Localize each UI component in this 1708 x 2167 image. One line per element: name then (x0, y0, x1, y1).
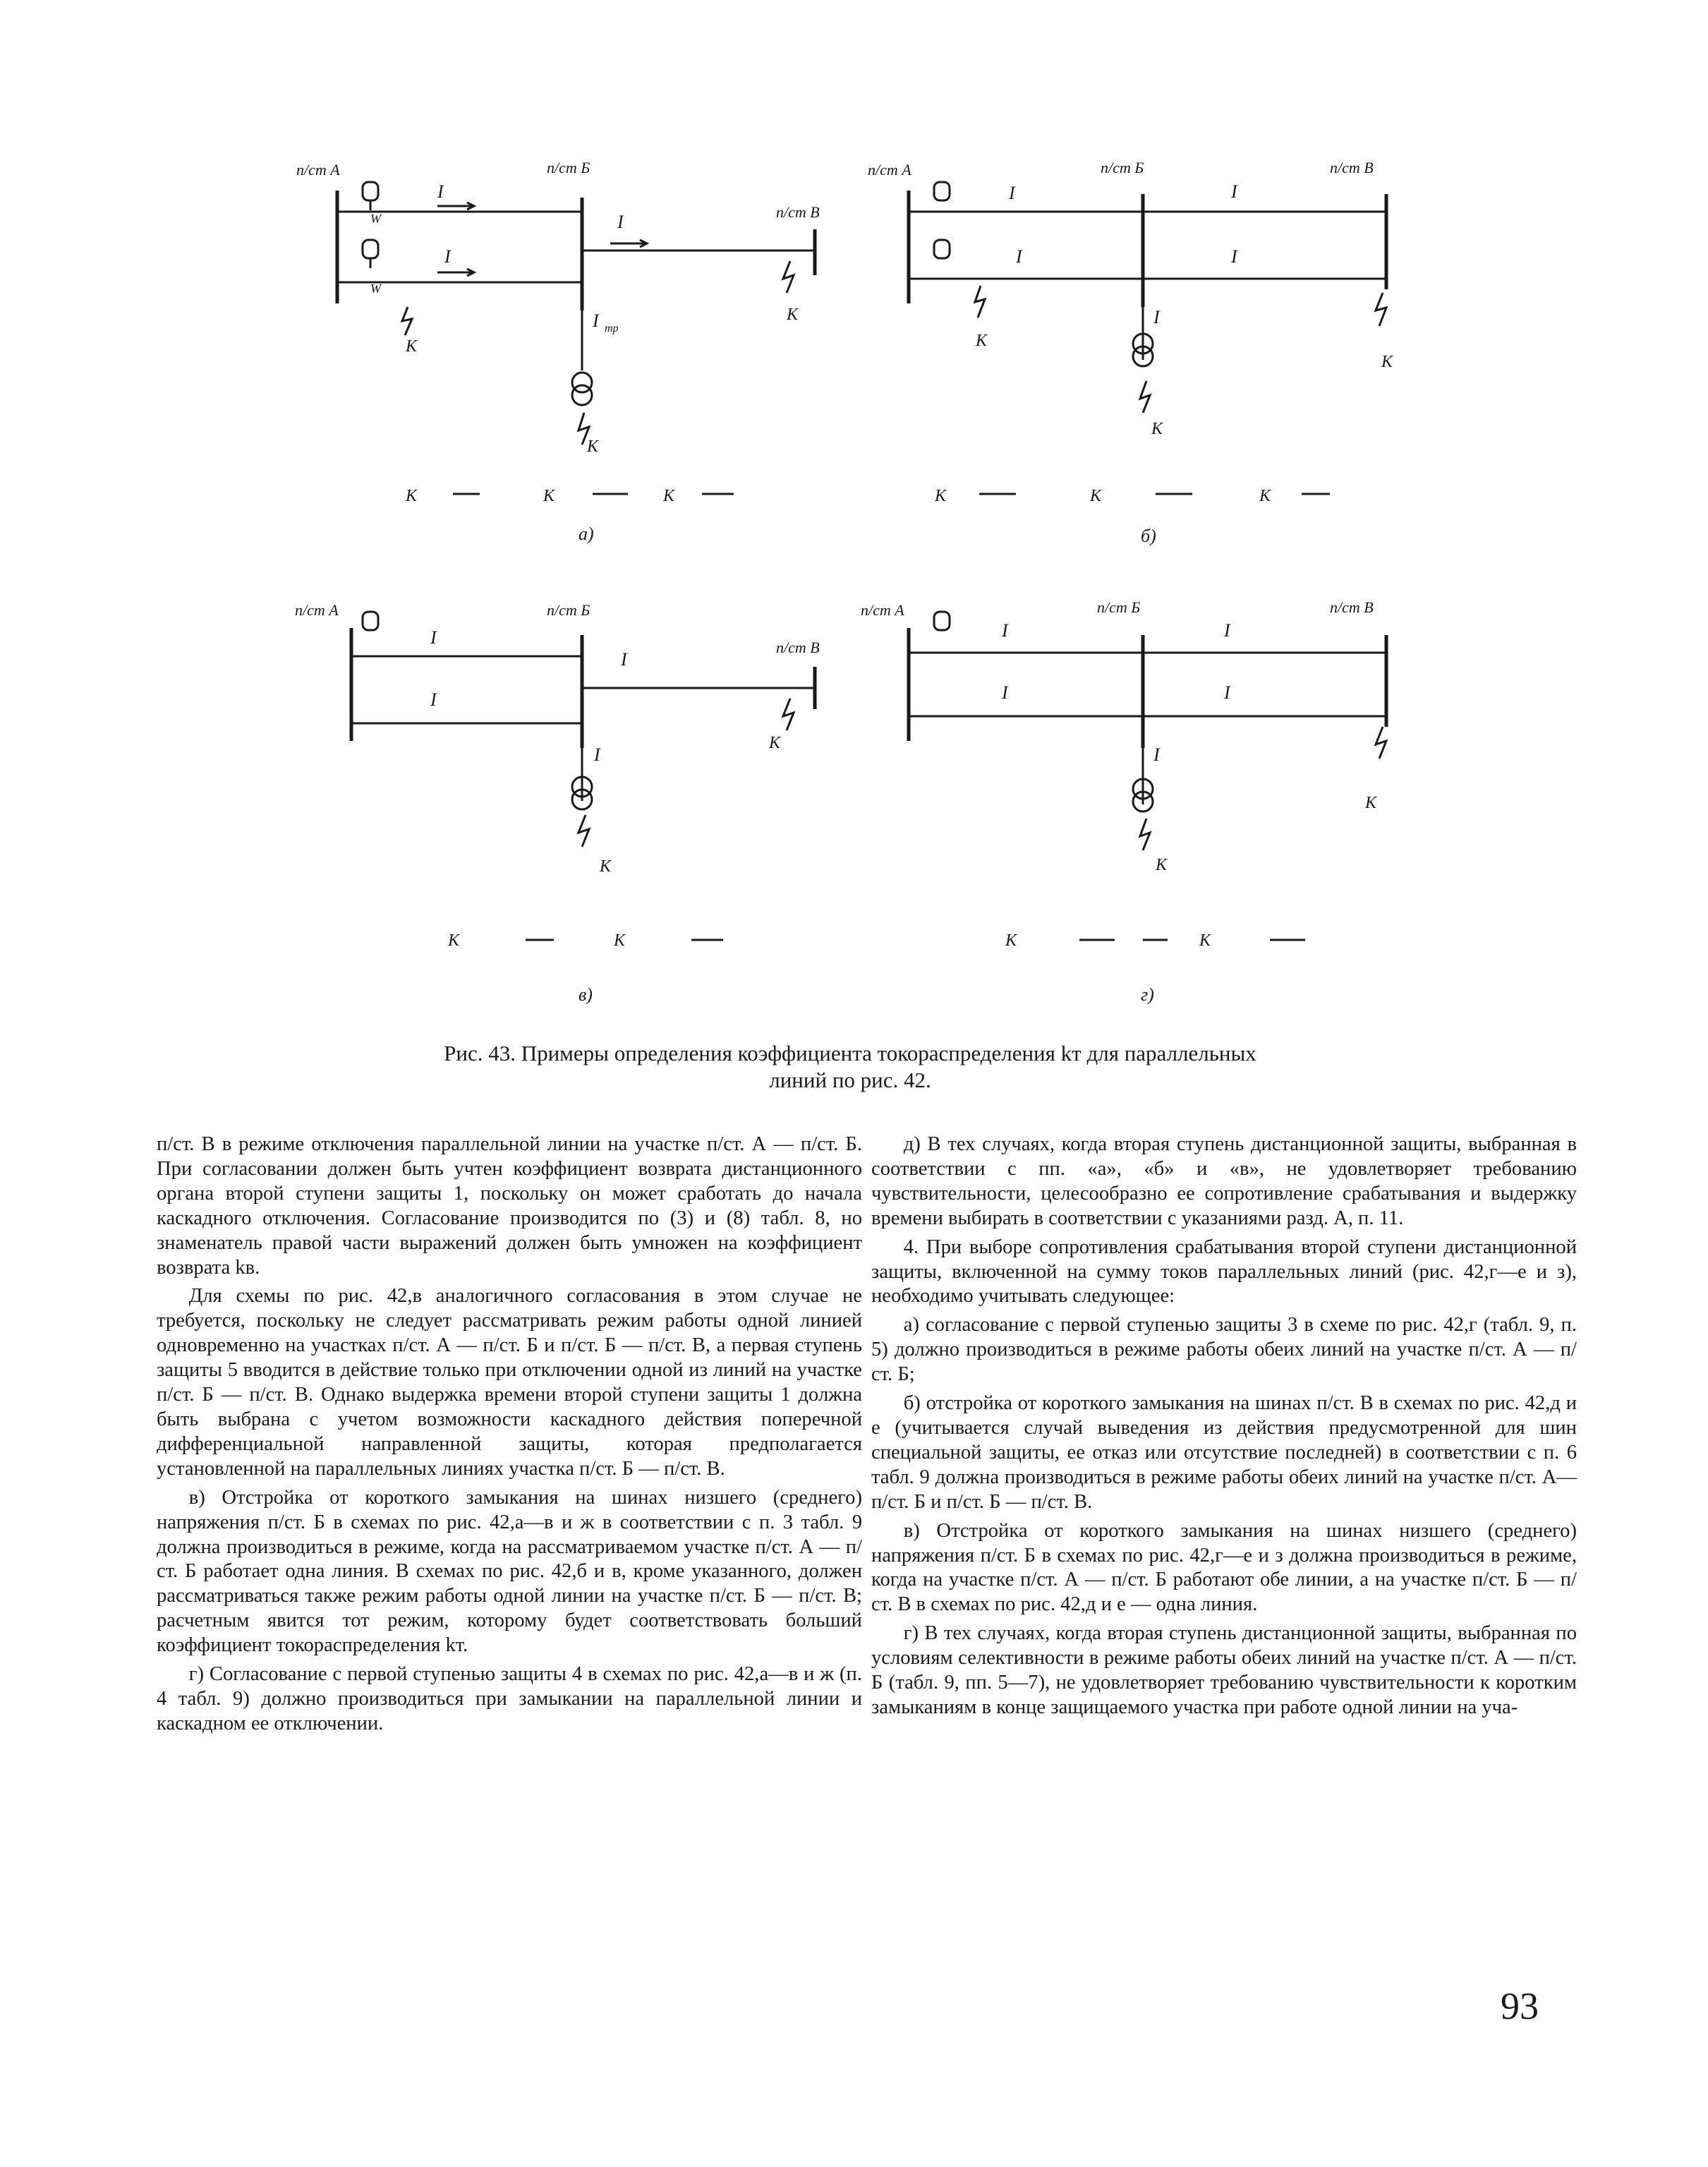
right-column (871, 1133, 1577, 1725)
svg-text:тр: тр (605, 322, 619, 334)
svg-text:I: I (593, 310, 599, 331)
panel-v-label: в) (579, 984, 593, 1005)
paragraph: д) В тех случаях, когда вторая ступень дистанционной защиты, выбранная в соответствии с пп. «а», «б» и «в», не удовлетворяет требованию чувствительности, целесообразно ее сопротивление срабатывания и выдержку времени выбирать в соответствии с указаниями разд. А, п. 11. (871, 1133, 1577, 1229)
svg-text:п/ст Б: п/ст Б (547, 601, 590, 619)
svg-text:W: W (370, 282, 381, 296)
svg-text:K: K (1151, 420, 1163, 438)
paragraph: б) отстройка от короткого замыкания на шинах п/ст. В в схемах по рис. 42,д и е (учитывается случай выведения из действия предусмотренной для шин специальной защиты, ее отказ или отсутствие последней) в соответствии с п. 6 табл. 9 должна производиться в режиме работы обеих линий на участке п/ст. А—п/ст. Б и п/ст. Б — п/ст. В. (871, 1392, 1577, 1513)
svg-text:I: I (1231, 246, 1237, 267)
svg-text:K: K (543, 487, 555, 505)
svg-text:K: K (1365, 794, 1377, 812)
svg-text:K: K (406, 487, 418, 505)
svg-text:I: I (1153, 744, 1160, 765)
svg-text:I: I (1153, 307, 1160, 327)
paragraph: Для схемы по рис. 42,в аналогичного согласования в этом случае не требуется, поскольку не следует рассматривать режим работы одной линией одновременно на участках п/ст. А — п/ст. Б и п/ст. Б — п/ст. В, а первая ступень защиты 5 вводится в действие только при отключении одной из линий на участке п/ст. Б — п/ст. В. Однако выдержка времени второй ступени защиты 1 должна быть выбрана с учетом возможности каскадного действия поперечной дифференциальной направленной защиты, которая предполагается установленной на параллельных линиях участка п/ст. Б — п/ст. В. (157, 1285, 862, 1480)
panel-a-label: а) (579, 524, 594, 544)
panel-b-label: б) (1141, 526, 1156, 546)
svg-text:I: I (1009, 183, 1015, 203)
svg-text:K: K (976, 332, 988, 350)
paragraph: в) Отстройка от короткого замыкания на шинах низшего (среднего) напряжения п/ст. Б в схемах по рис. 42,а—в и ж в соответствии с п. 3 табл. 9 должна производиться в режиме, когда на рассматриваемом участке п/ст. А — п/ст. Б работает одна линия. В схемах по рис. 42,б и в, кроме указанного, должен рассматриваться также режим работы одной линии на участке п/ст. Б — п/ст. В; расчетным явится тот режим, которому будет соответствовать больший коэффициент токораспределения kт. (157, 1486, 862, 1657)
svg-text:I: I (437, 181, 444, 202)
svg-text:I: I (1224, 682, 1230, 703)
label-substation-a: п/ст А (296, 161, 340, 179)
svg-text:I: I (444, 246, 451, 267)
svg-text:K: K (587, 437, 599, 456)
svg-text:I: I (1002, 620, 1008, 641)
svg-text:W: W (370, 212, 381, 226)
figure-43 (268, 141, 1439, 1037)
svg-text:K: K (614, 931, 626, 950)
label-substation-v: п/ст В (776, 203, 820, 221)
paragraph: г) В тех случаях, когда вторая ступень дистанционной защиты, выбранная по условиям селективности в режиме работы обеих линий на участке п/ст. А — п/ст. Б (табл. 9, пп. 5—7), не удовлетворяет требованию чувствительности к коротким замыканиям в конце защищаемого участка при работе одной линии на уча- (871, 1622, 1577, 1718)
paragraph: г) Согласование с первой ступенью защиты 4 в схемах по рис. 42,а—в и ж (п. 4 табл. 9) должно производиться при замыкании на параллельной линии и каскадном ее отключении. (157, 1663, 862, 1734)
figure-caption (296, 1040, 1404, 1094)
svg-text:п/ст Б: п/ст Б (1097, 598, 1141, 616)
svg-text:K: K (787, 306, 799, 324)
paragraph: п/ст. В в режиме отключения параллельной линии на участке п/ст. А — п/ст. Б. При согласовании должен быть учтен коэффициент возврата дистанционного органа второй ступени защиты 1, поскольку он может сработать до начала каскадного отключения. Согласование производится по (3) и (8) табл. 8, но знаменатель правой части выражений должен быть умножен на коэффициент возврата kв. (157, 1133, 862, 1279)
svg-text:п/ст А: п/ст А (868, 161, 911, 179)
svg-text:K: K (1259, 487, 1271, 505)
caption-line-1: Рис. 43. Примеры определения коэффициента токораспределения kт для параллельных (444, 1041, 1256, 1066)
svg-text:I: I (430, 627, 437, 648)
svg-text:K: K (663, 487, 675, 505)
svg-text:п/ст В: п/ст В (1330, 598, 1374, 616)
label-substation-b: п/ст Б (547, 159, 590, 176)
panel-g (861, 598, 1386, 1005)
panel-g-label: г) (1141, 984, 1154, 1005)
svg-text:K: K (448, 931, 460, 950)
svg-text:п/ст А: п/ст А (861, 601, 904, 619)
svg-text:I: I (621, 649, 627, 670)
svg-text:K: K (1090, 487, 1102, 505)
svg-text:K: K (406, 337, 418, 356)
svg-text:I: I (1002, 682, 1008, 703)
svg-text:I: I (1224, 620, 1230, 641)
circuit-diagrams (268, 141, 1439, 1037)
svg-text:п/ст В: п/ст В (776, 639, 820, 656)
panel-a (296, 159, 820, 544)
svg-text:I: I (1231, 181, 1237, 202)
svg-text:I: I (1016, 246, 1022, 267)
paragraph: 4. При выборе сопротивления срабатывания второй ступени дистанционной защиты, включенной на сумму токов параллельных линий (рис. 42,г—е и з), необходимо учитывать следующее: (871, 1236, 1577, 1308)
svg-text:п/ст А: п/ст А (295, 601, 339, 619)
svg-text:K: K (769, 734, 781, 752)
svg-text:K: K (1005, 931, 1017, 950)
page-number: 93 (1501, 1985, 1539, 2027)
svg-text:K: K (935, 487, 947, 505)
svg-text:I: I (594, 744, 600, 765)
svg-text:п/ст В: п/ст В (1330, 159, 1374, 176)
svg-text:K: K (1199, 931, 1211, 950)
paragraph: в) Отстройка от короткого замыкания на шинах низшего (среднего) напряжения п/ст. Б в схемах по рис. 42,г—е и з должна производиться в режиме, когда на участке п/ст. А — п/ст. Б работают обе линии, а на участке п/ст. Б — п/ст. В в схемах по рис. 42,д и е — одна линия. (871, 1519, 1577, 1616)
panel-b (868, 159, 1394, 546)
svg-text:K: K (600, 857, 612, 876)
svg-text:K: K (1381, 353, 1393, 371)
svg-text:I: I (430, 689, 437, 710)
svg-text:I: I (617, 212, 624, 232)
paragraph: а) согласование с первой ступенью защиты 3 в схеме по рис. 42,г (табл. 9, п. 5) должно производиться в режиме работы обеих линий на участке п/ст. А — п/ст. Б; (871, 1314, 1577, 1386)
svg-text:п/ст Б: п/ст Б (1101, 159, 1144, 176)
left-column (157, 1133, 862, 1741)
svg-text:K: K (1156, 856, 1168, 874)
panel-v (295, 601, 820, 1005)
caption-line-2: линий по рис. 42. (769, 1068, 931, 1092)
